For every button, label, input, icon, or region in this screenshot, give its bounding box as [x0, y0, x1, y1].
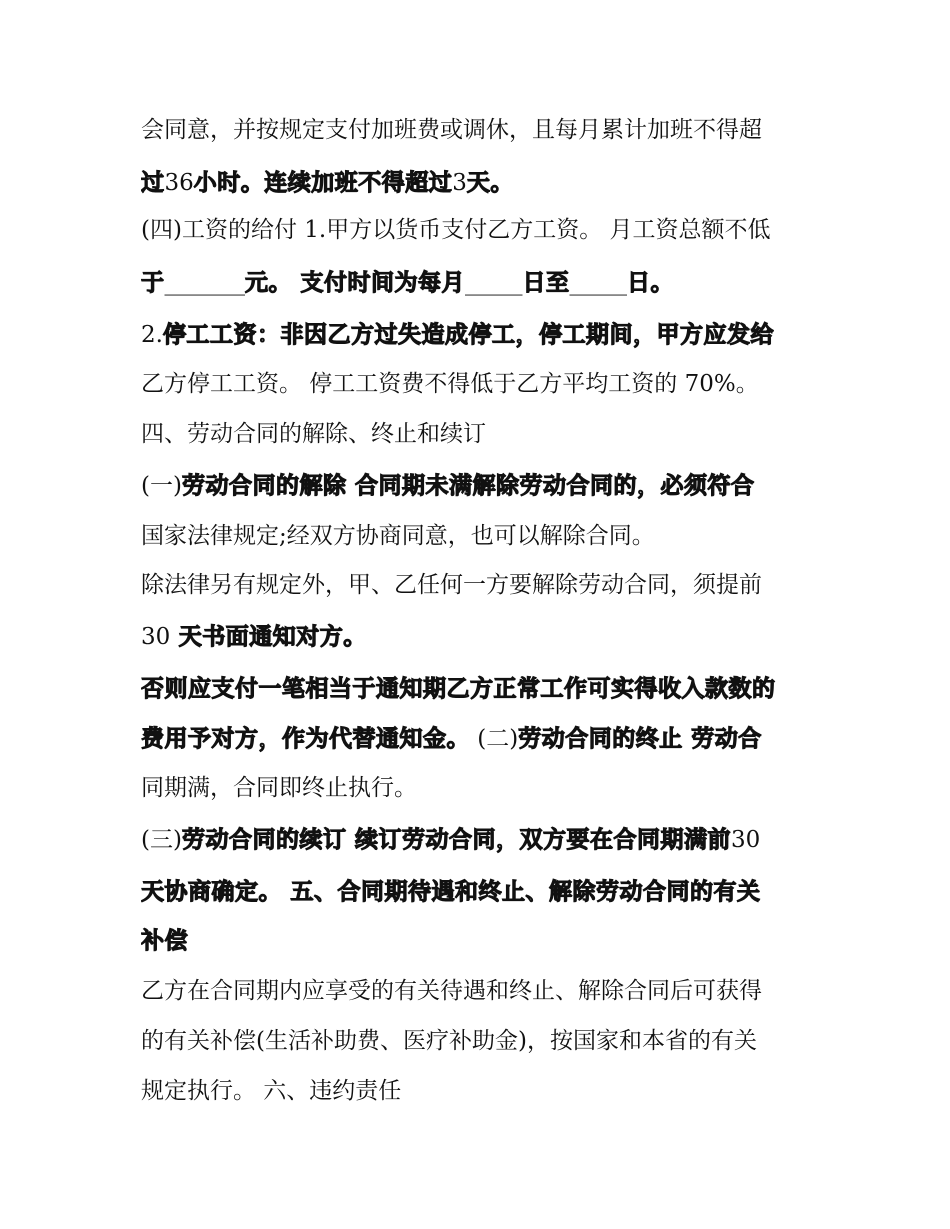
- text-line: [141, 369, 821, 399]
- outlined-text-segment: 劳动合同的解除 合同期未满解除劳动合同的，必须符合: [181, 473, 755, 499]
- text-segment: 的有关补偿(生活补助费、医疗补助金)，按国家和本省的有关: [141, 1028, 757, 1054]
- outlined-text-segment: 费用予对方，作为代替通知金。: [141, 726, 470, 752]
- outlined-text-segment: 停工工资：非因乙方过失造成停工，停工期间，甲方应发给: [162, 322, 774, 348]
- text-segment: (三): [141, 827, 182, 853]
- text-segment: (四)工资的给付 1.甲方以货币支付乙方工资。 月工资总额不低: [141, 217, 771, 243]
- text-segment: 国家法律规定;经双方协商同意，也可以解除合同。: [141, 523, 655, 549]
- text-line: [141, 976, 821, 1006]
- text-line: [141, 1076, 821, 1106]
- text-segment: 3: [452, 170, 467, 196]
- outlined-text-segment: 劳动合同的续订 续订劳动合同，双方要在合同期满前: [181, 827, 731, 853]
- text-line: [141, 215, 821, 245]
- text-segment: 乙方在合同期内应享受的有关待遇和终止、解除合同后可获得: [141, 978, 762, 1004]
- text-segment: 规定执行。 六、违约责任: [141, 1078, 402, 1104]
- text-segment: _______: [164, 270, 245, 296]
- text-line: [141, 724, 821, 754]
- outlined-text-segment: 日至: [522, 270, 570, 296]
- text-line: [141, 521, 821, 551]
- text-segment: 四、劳动合同的解除、终止和续订: [141, 421, 486, 447]
- text-line: [141, 622, 821, 652]
- outlined-text-segment: 日。: [627, 270, 675, 296]
- text-line: [141, 320, 821, 350]
- outlined-text-segment: 补偿: [141, 928, 188, 954]
- outlined-text-segment: 过: [141, 170, 165, 196]
- text-line: [141, 1026, 821, 1056]
- text-segment: 30: [730, 827, 761, 853]
- text-segment: (二): [470, 726, 519, 752]
- text-line: [141, 877, 821, 907]
- outlined-text-segment: 元。 支付时间为每月: [245, 270, 466, 296]
- outlined-text-segment: 劳动合同的终止 劳动合: [518, 726, 762, 752]
- text-segment: (一): [141, 473, 182, 499]
- text-line: [141, 674, 821, 704]
- text-segment: 同期满，合同即终止执行。: [141, 775, 417, 801]
- text-segment: 2.: [141, 322, 163, 348]
- text-line: [141, 471, 821, 501]
- text-line: [141, 570, 821, 600]
- outlined-text-segment: 天。: [466, 170, 514, 196]
- text-segment: 会同意，并按规定支付加班费或调休，且每月累计加班不得超: [141, 117, 762, 143]
- text-line: [141, 825, 821, 855]
- outlined-text-segment: 于: [141, 270, 165, 296]
- text-segment: 乙方停工工资。 停工工资费不得低于乙方平均工资的 70%。: [141, 371, 759, 397]
- text-segment: 除法律另有规定外，甲、乙任何一方要解除劳动合同，须提前: [141, 572, 762, 598]
- text-line: [141, 268, 821, 298]
- text-segment: _____: [465, 270, 523, 296]
- text-line: [141, 419, 821, 449]
- text-line: [141, 926, 821, 956]
- text-segment: _____: [569, 270, 628, 296]
- text-line: [141, 115, 821, 145]
- outlined-text-segment: 天协商确定。 五、合同期待遇和终止、解除劳动合同的有关: [141, 879, 761, 905]
- outlined-text-segment: 否则应支付一笔相当于通知期乙方正常工作可实得收入款数的: [141, 676, 776, 702]
- text-segment: 36: [164, 170, 194, 196]
- outlined-text-segment: 小时。连续加班不得超过: [193, 170, 453, 196]
- text-segment: 30: [141, 624, 171, 650]
- outlined-text-segment: 天书面通知对方。: [170, 624, 367, 650]
- text-line: [141, 773, 821, 803]
- text-line: [141, 168, 821, 198]
